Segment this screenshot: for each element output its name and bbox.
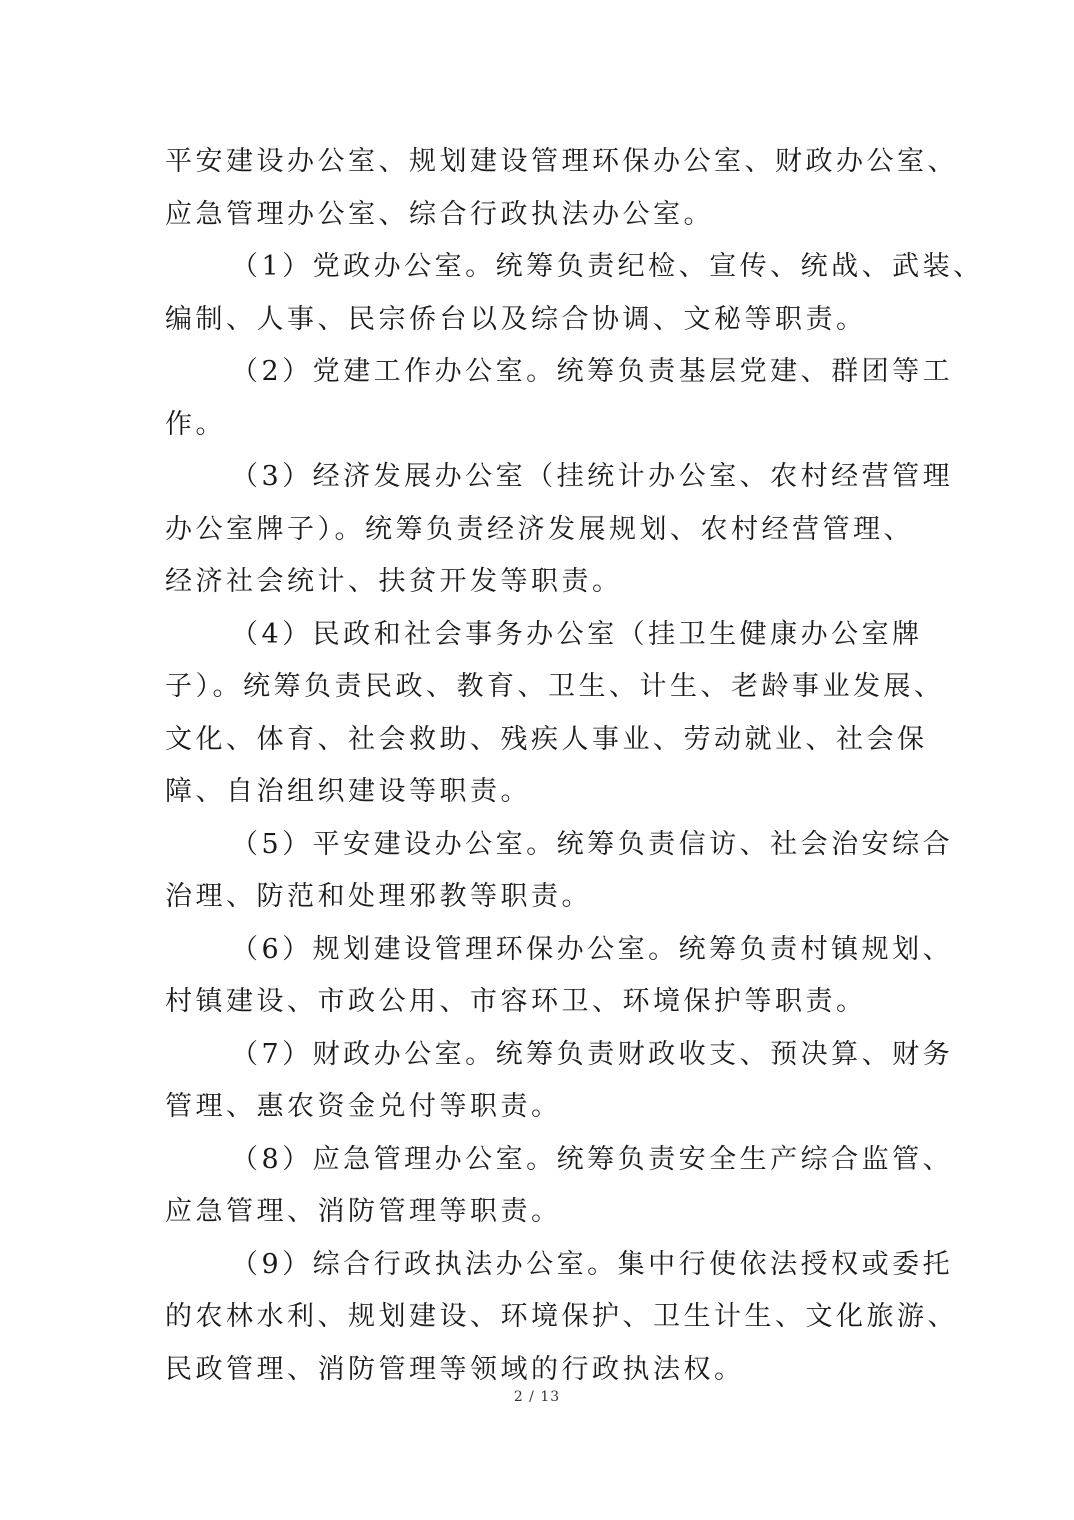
- text-line: 村镇建设、市政公用、市容环卫、环境保护等职责。: [165, 986, 867, 1017]
- body-text: [165, 136, 984, 1396]
- text-line: 障、自治组织建设等职责。: [165, 776, 531, 807]
- text-line: 平安建设办公室、规划建设管理环保办公室、财政办公室、: [165, 146, 958, 177]
- text-line: 文化、体育、社会救助、残疾人事业、劳动就业、社会保: [165, 723, 928, 755]
- text-line: 经济社会统计、扶贫开发等职责。: [165, 566, 623, 597]
- text-line: 子）。统筹负责民政、教育、卫生、计生、老龄事业发展、: [165, 671, 945, 702]
- text-line: 应急管理、消防管理等职责。: [165, 1196, 562, 1227]
- text-line: 应急管理办公室、综合行政执法办公室。: [165, 198, 714, 230]
- text-line: （9）综合行政执法办公室。集中行使依法授权或委托: [231, 1248, 954, 1280]
- text-line: 的农林水利、规划建设、环境保护、卫生计生、文化旅游、: [165, 1301, 958, 1332]
- text-line: 民政管理、消防管理等领域的行政执法权。: [165, 1353, 745, 1385]
- text-line: 管理、惠农资金兑付等职责。: [165, 1091, 562, 1122]
- text-line: （4）民政和社会事务办公室（挂卫生健康办公室牌: [231, 618, 923, 650]
- text-line: （8）应急管理办公室。统筹负责安全生产综合监管、: [231, 1143, 954, 1175]
- text-line: （1）党政办公室。统筹负责纪检、宣传、统战、武装、: [231, 251, 984, 282]
- text-line: 作。: [165, 408, 226, 440]
- text-line: 编制、人事、民宗侨台以及综合协调、文秘等职责。: [165, 303, 867, 335]
- text-line: 办公室牌子）。统筹负责经济发展规划、农村经营管理、: [165, 513, 914, 545]
- text-line: 治理、防范和处理邪教等职责。: [165, 881, 592, 912]
- text-line: （3）经济发展办公室（挂统计办公室、农村经营管理: [231, 461, 954, 492]
- text-line: （2）党建工作办公室。统筹负责基层党建、群团等工: [231, 356, 954, 387]
- page-number: 2 / 13: [513, 1389, 561, 1405]
- text-line: （5）平安建设办公室。统筹负责信访、社会治安综合: [231, 828, 954, 860]
- text-line: （6）规划建设管理环保办公室。统筹负责村镇规划、: [231, 933, 954, 965]
- text-line: （7）财政办公室。统筹负责财政收支、预决算、财务: [231, 1038, 954, 1070]
